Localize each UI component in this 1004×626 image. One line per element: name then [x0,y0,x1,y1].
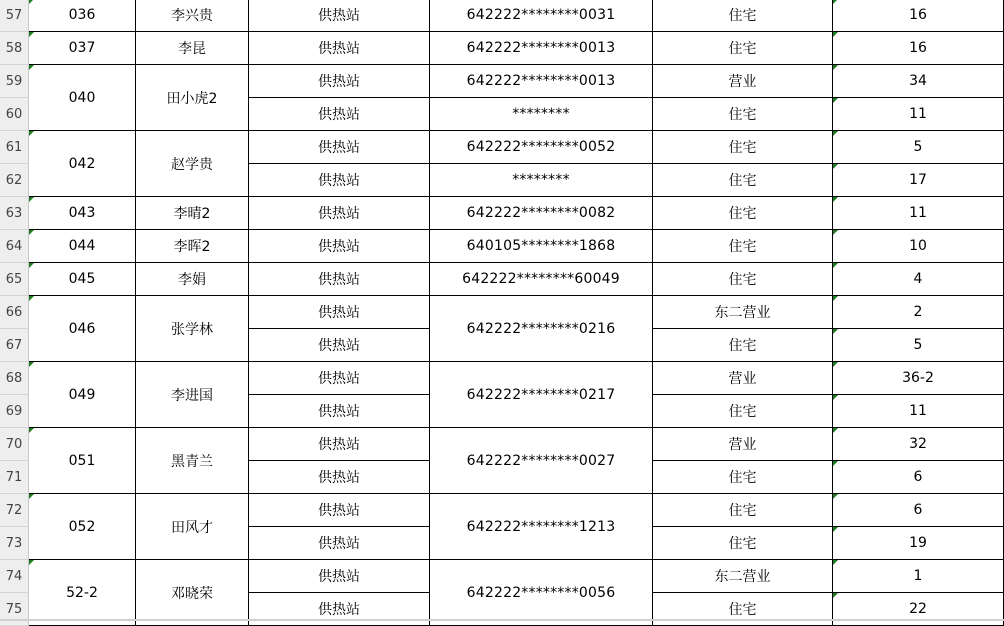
cell-qty[interactable]: 34 [833,65,1004,98]
row-header[interactable]: 62 [0,164,29,197]
cell-qty[interactable]: 16 [833,0,1004,32]
cell-qty[interactable]: 6 [833,461,1004,494]
cell-type[interactable]: 住宅 [653,0,833,32]
cell-station[interactable]: 供热站 [249,560,430,593]
cell-type[interactable]: 住宅 [653,164,833,197]
row-header[interactable]: 73 [0,527,29,560]
cell-card[interactable]: ******** [430,164,653,197]
cell-card[interactable]: 642222********0056 [430,560,653,626]
cell-type[interactable]: 住宅 [653,230,833,263]
row-header[interactable]: 61 [0,131,29,164]
cell-station[interactable]: 供热站 [249,494,430,527]
cell-id[interactable]: 52-2 [29,560,136,626]
cell-qty[interactable]: 1 [833,560,1004,593]
row-header[interactable]: 66 [0,296,29,329]
cell-station[interactable]: 供热站 [249,98,430,131]
cell-station[interactable]: 供热站 [249,428,430,461]
cell-type[interactable]: 住宅 [653,329,833,362]
cell-qty[interactable]: 19 [833,527,1004,560]
cell-type[interactable]: 营业 [653,65,833,98]
row-header[interactable]: 71 [0,461,29,494]
cell-card[interactable]: 642222********0052 [430,131,653,164]
cell-station[interactable]: 供热站 [249,461,430,494]
cell-name[interactable]: 邓晓荣 [136,560,249,626]
cell-station[interactable]: 供热站 [249,197,430,230]
cell-station[interactable]: 供热站 [249,32,430,65]
cell-card[interactable]: 642222********60049 [430,263,653,296]
cell-name[interactable]: 李昆 [136,32,249,65]
cell-id[interactable]: 051 [29,428,136,494]
cell-name[interactable]: 田风才 [136,494,249,560]
row-header[interactable]: 69 [0,395,29,428]
cell-qty[interactable]: 2 [833,296,1004,329]
cell-station[interactable]: 供热站 [249,164,430,197]
cell-id[interactable]: 036 [29,0,136,32]
cell-id[interactable]: 042 [29,131,136,197]
cell-id[interactable]: 046 [29,296,136,362]
cell-type[interactable]: 住宅 [653,263,833,296]
cell-card[interactable]: 642222********0027 [430,428,653,494]
cell-type[interactable]: 东二营业 [653,296,833,329]
cell-station[interactable]: 供热站 [249,362,430,395]
row-header[interactable]: 63 [0,197,29,230]
cell-type[interactable]: 住宅 [653,461,833,494]
cell-card[interactable]: 642222********0013 [430,65,653,98]
cell-station[interactable]: 供热站 [249,329,430,362]
cell-station[interactable]: 供热站 [249,593,430,626]
cell-name[interactable]: 李进国 [136,362,249,428]
cell-type[interactable]: 住宅 [653,32,833,65]
row-header[interactable]: 75 [0,593,29,626]
row-header[interactable]: 59 [0,65,29,98]
cell-id[interactable]: 040 [29,65,136,131]
cell-qty[interactable]: 16 [833,32,1004,65]
row-header[interactable]: 64 [0,230,29,263]
cell-name[interactable]: 赵学贵 [136,131,249,197]
cell-qty[interactable]: 17 [833,164,1004,197]
row-header[interactable]: 72 [0,494,29,527]
cell-id[interactable]: 049 [29,362,136,428]
row-header[interactable]: 74 [0,560,29,593]
cell-qty[interactable]: 36-2 [833,362,1004,395]
row-header[interactable]: 58 [0,32,29,65]
cell-card[interactable]: 642222********1213 [430,494,653,560]
cell-qty[interactable]: 22 [833,593,1004,626]
cell-card[interactable]: 642222********0217 [430,362,653,428]
cell-card[interactable]: 642222********0013 [430,32,653,65]
cell-qty[interactable]: 11 [833,197,1004,230]
cell-type[interactable]: 住宅 [653,395,833,428]
cell-name[interactable]: 田小虎2 [136,65,249,131]
cell-card[interactable]: ******** [430,98,653,131]
cell-qty[interactable]: 10 [833,230,1004,263]
cell-qty[interactable]: 5 [833,329,1004,362]
row-header[interactable]: 67 [0,329,29,362]
cell-card[interactable]: 642222********0082 [430,197,653,230]
row-header[interactable]: 65 [0,263,29,296]
cell-type[interactable]: 住宅 [653,494,833,527]
cell-station[interactable]: 供热站 [249,296,430,329]
cell-type[interactable]: 住宅 [653,197,833,230]
cell-type[interactable]: 住宅 [653,131,833,164]
cell-type[interactable]: 东二营业 [653,560,833,593]
cell-station[interactable]: 供热站 [249,131,430,164]
cell-name[interactable]: 李晖2 [136,230,249,263]
cell-name[interactable]: 黑青兰 [136,428,249,494]
cell-station[interactable]: 供热站 [249,395,430,428]
cell-type[interactable]: 营业 [653,428,833,461]
cell-qty[interactable]: 6 [833,494,1004,527]
cell-id[interactable]: 043 [29,197,136,230]
cell-name[interactable]: 李兴贵 [136,0,249,32]
row-header[interactable]: 57 [0,0,29,32]
cell-name[interactable]: 李娟 [136,263,249,296]
cell-card[interactable]: 640105********1868 [430,230,653,263]
cell-type[interactable]: 住宅 [653,593,833,626]
cell-qty[interactable]: 11 [833,395,1004,428]
row-header[interactable]: 68 [0,362,29,395]
cell-name[interactable]: 李晴2 [136,197,249,230]
cell-card[interactable]: 642222********0216 [430,296,653,362]
cell-station[interactable]: 供热站 [249,230,430,263]
cell-qty[interactable]: 11 [833,98,1004,131]
cell-station[interactable]: 供热站 [249,0,430,32]
cell-id[interactable]: 045 [29,263,136,296]
cell-qty[interactable]: 32 [833,428,1004,461]
cell-station[interactable]: 供热站 [249,263,430,296]
cell-qty[interactable]: 4 [833,263,1004,296]
cell-id[interactable]: 037 [29,32,136,65]
cell-type[interactable]: 住宅 [653,98,833,131]
cell-type[interactable]: 营业 [653,362,833,395]
row-header[interactable]: 70 [0,428,29,461]
cell-type[interactable]: 住宅 [653,527,833,560]
cell-id[interactable]: 052 [29,494,136,560]
cell-id[interactable]: 044 [29,230,136,263]
cell-station[interactable]: 供热站 [249,527,430,560]
row-header[interactable]: 60 [0,98,29,131]
cell-qty[interactable]: 5 [833,131,1004,164]
cell-station[interactable]: 供热站 [249,65,430,98]
cell-name[interactable]: 张学林 [136,296,249,362]
cell-card[interactable]: 642222********0031 [430,0,653,32]
